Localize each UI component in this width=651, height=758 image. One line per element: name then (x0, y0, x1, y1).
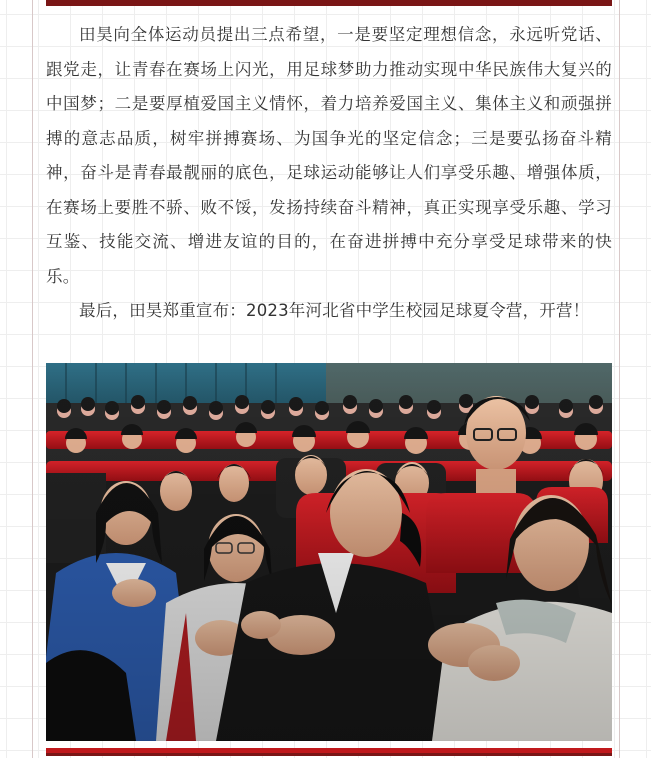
bottom-decorative-rule-dark (46, 753, 612, 756)
photo-illustration (46, 363, 612, 741)
paragraph-hopes: 田昊向全体运动员提出三点希望，一是要坚定理想信念，永远听党话、跟党走，让青春在赛场上闪光，用足球梦助力推动实现中华民族伟大复兴的中国梦；二是要厚植爱国主义情怀，着力培养爱国主义、集体主义和顽强拼搏的意志品质，树牢拼搏赛场、为国争光的坚定信念；三是要弘扬奋斗精神，奋斗是青春最靓丽的底色，足球运动能够让人们享受乐趣、增强体质，在赛场上要胜不骄、败不馁，发扬持续奋斗精神，真正实现享受乐趣、学习互鉴、技能交流、增进友谊的目的，在奋进拼搏中充分享受足球带来的快乐。 (46, 25, 612, 286)
paragraph-announcement: 最后，田昊郑重宣布：2023年河北省中学生校园足球夏令营，开营！ (79, 301, 590, 320)
left-border-line (32, 0, 33, 758)
article-body (46, 18, 612, 329)
top-decorative-rule (46, 0, 612, 6)
right-border-line (619, 0, 620, 758)
audience-clapping-photo (46, 363, 612, 741)
